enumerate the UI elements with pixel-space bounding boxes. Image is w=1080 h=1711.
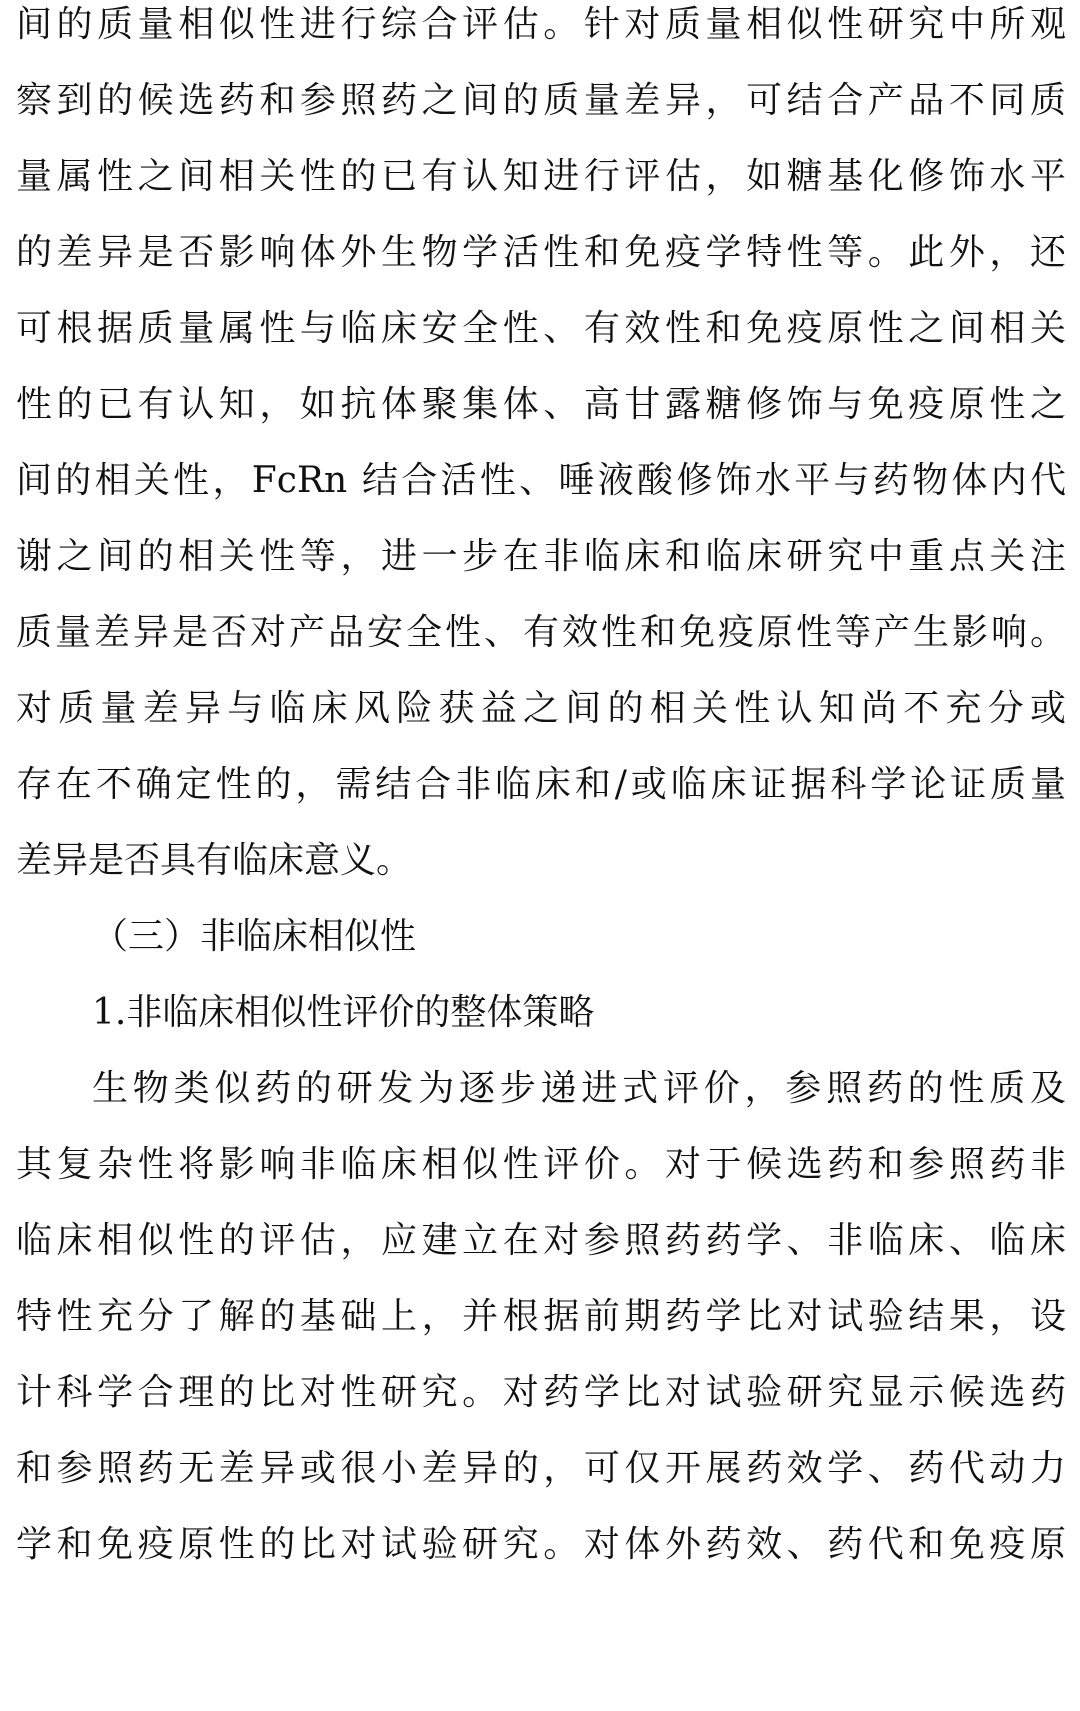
body-text-line: 谢之间的相关性等，进一步在非临床和临床研究中重点关注 (16, 536, 1066, 577)
body-text-line: 特性充分了解的基础上，并根据前期药学比对试验结果，设 (16, 1296, 1066, 1337)
subsection-heading: 1.非临床相似性评价的整体策略 (92, 992, 595, 1033)
body-text-line: 差异是否具有临床意义。 (16, 840, 413, 881)
body-text-line: 对质量差异与临床风险获益之间的相关性认知尚不充分或 (16, 688, 1066, 729)
body-text-line: 其复杂性将影响非临床相似性评价。对于候选药和参照药非 (16, 1144, 1066, 1185)
section-heading: （三）非临床相似性 (92, 916, 417, 957)
body-text-line: 和参照药无差异或很小差异的，可仅开展药效学、药代动力 (16, 1448, 1066, 1489)
body-text-line: 间的相关性，FcRn 结合活性、唾液酸修饰水平与药物体内代 (16, 460, 1066, 501)
body-text-line: 学和免疫原性的比对试验研究。对体外药效、药代和免疫原 (16, 1524, 1066, 1565)
body-text-line: 计科学合理的比对性研究。对药学比对试验研究显示候选药 (16, 1372, 1066, 1413)
body-text-line: 性的已有认知，如抗体聚集体、高甘露糖修饰与免疫原性之 (16, 384, 1066, 425)
body-text-line: 质量差异是否对产品安全性、有效性和免疫原性等产生影响。 (16, 612, 1066, 653)
body-text-line: 生物类似药的研发为逐步递进式评价，参照药的性质及 (92, 1068, 1066, 1109)
body-text-line: 的差异是否影响体外生物学活性和免疫学特性等。此外，还 (16, 232, 1066, 273)
body-text-line: 存在不确定性的，需结合非临床和/或临床证据科学论证质量 (16, 764, 1066, 805)
body-text-line: 察到的候选药和参照药之间的质量差异，可结合产品不同质 (16, 80, 1066, 121)
body-text-line: 可根据质量属性与临床安全性、有效性和免疫原性之间相关 (16, 308, 1066, 349)
body-text-line: 临床相似性的评估，应建立在对参照药药学、非临床、临床 (16, 1220, 1066, 1261)
body-text-line: 间的质量相似性进行综合评估。针对质量相似性研究中所观 (16, 4, 1066, 45)
body-text-line: 量属性之间相关性的已有认知进行评估，如糖基化修饰水平 (16, 156, 1066, 197)
